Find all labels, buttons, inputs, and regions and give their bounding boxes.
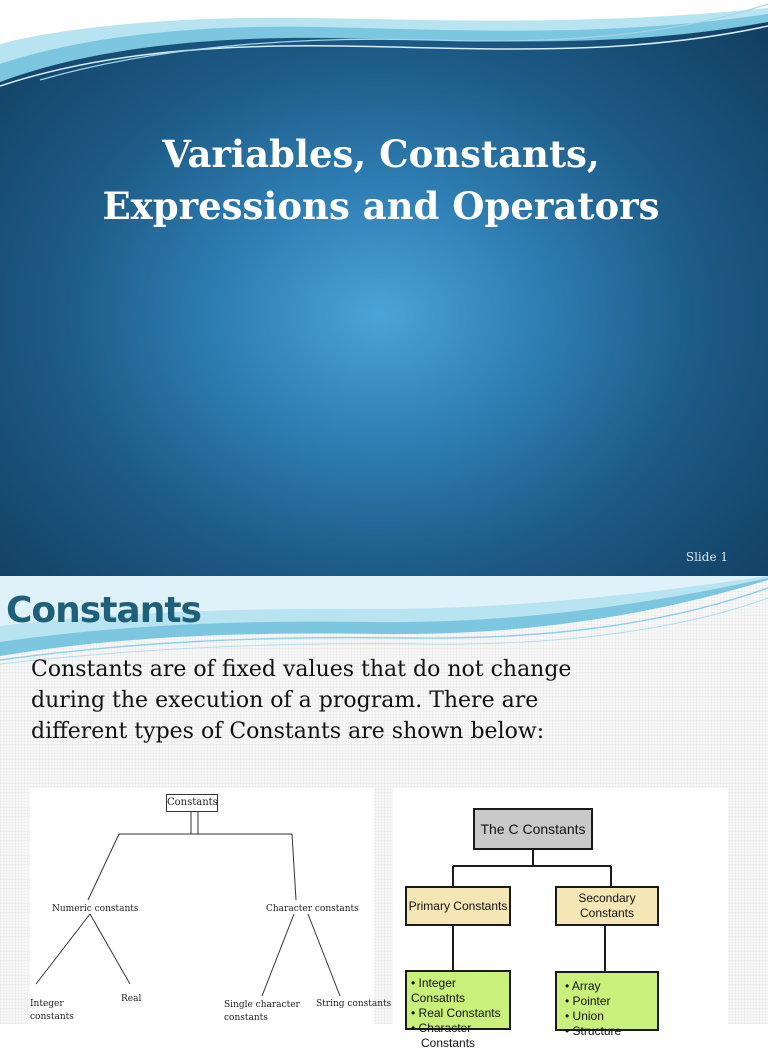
primary-constants-list	[405, 970, 511, 1050]
slide-number: Slide 1	[685, 550, 728, 564]
body-line: Constants are of fixed values that do not change	[31, 657, 572, 682]
slide2-title: Constants	[6, 590, 201, 631]
body-line: during the execution of a program. There are	[31, 688, 539, 713]
list-item: Constants	[421, 1036, 476, 1050]
list-item: • Array	[565, 979, 601, 993]
secondary-label-line: Secondary	[578, 891, 636, 905]
slide1-title-line1: Variables, Constants,	[162, 132, 600, 176]
constants-tree-diagram	[30, 788, 392, 1024]
tree-node-string: String constants	[316, 999, 392, 1009]
body-line: different types of Constants are shown below:	[31, 719, 545, 744]
tree-node-real: Real	[121, 994, 142, 1004]
tree-node-single-line: constants	[224, 1013, 268, 1023]
constants-slide	[0, 576, 768, 1050]
secondary-constants-list	[555, 971, 659, 1038]
list-item: • Real Constants	[411, 1006, 501, 1020]
c-constants-diagram	[393, 788, 728, 1050]
tree-root-constants: Constants	[166, 794, 218, 812]
list-item: • Pointer	[565, 994, 611, 1008]
secondary-constants-box	[555, 886, 659, 926]
tree-node-character: Character constants	[266, 904, 359, 914]
tree-node-single-char	[224, 999, 300, 1025]
tree-node-single-line: Single character	[224, 1000, 300, 1010]
tree-node-integer-line: constants	[30, 1012, 74, 1022]
c-constants-root-box: The C Constants	[473, 808, 593, 850]
primary-constants-box: Primary Constants	[405, 886, 511, 926]
wave-decoration	[0, 0, 768, 110]
list-item: • Structure	[565, 1024, 622, 1038]
slide1-title	[0, 128, 762, 232]
slide2-body-text	[31, 654, 751, 747]
list-item: • Union	[565, 1009, 604, 1023]
secondary-label-line: Constants	[579, 906, 635, 920]
slide1-title-line2: Expressions and Operators	[102, 184, 660, 228]
tree-node-integer	[30, 998, 74, 1024]
tree-node-numeric: Numeric constants	[52, 904, 139, 914]
tree-node-integer-line: Integer	[30, 999, 64, 1009]
list-item: • Integer Consatnts	[411, 976, 466, 1005]
list-item: • Character	[411, 1021, 472, 1035]
